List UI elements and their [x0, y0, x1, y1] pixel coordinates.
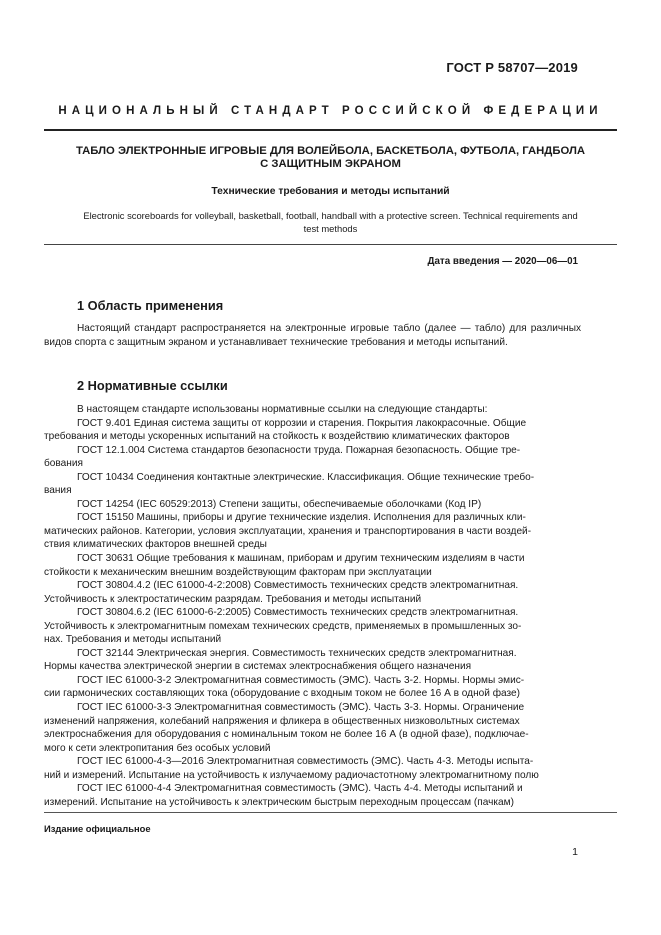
reference-line: В настоящем стандарте использованы нормативные ссылки на следующие стандарты:	[77, 404, 488, 415]
national-standard-banner: НАЦИОНАЛЬНЫЙ СТАНДАРТ РОССИЙСКОЙ ФЕДЕРАЦИИ	[58, 105, 603, 117]
reference-line: ГОСТ 9.401 Единая система защиты от коррозии и старения. Покрытия лакокрасочные. Общие	[77, 417, 527, 429]
reference-line: измерений. Испытание на устойчивость к электрическим быстрым переходным процессам (пачкам)	[44, 796, 514, 808]
reference-line: Нормы качества электрической энергии в системах электроснабжения общего назначения	[44, 661, 472, 673]
reference-line: вания	[44, 485, 72, 497]
section-1-text: Настоящий стандарт распространяется на электронные игровые табло (далее — табло) для различных видов спорта с защитным экраном и устанавливает технические требования и методы испытаний.	[44, 323, 581, 348]
page-number: 1	[572, 846, 578, 858]
section-1-heading: 1 Область применения	[77, 298, 224, 313]
reference-line: матических районов. Категории, условия эксплуатации, хранения и транспортирования в части воздей-	[44, 525, 532, 537]
english-title-line-1: Electronic scoreboards for volleyball, basketball, football, handball with a protective screen. Technical requirements and	[83, 210, 578, 221]
reference-line: ГОСТ 32144 Электрическая энергия. Совместимость технических средств электромагнитная.	[77, 647, 517, 659]
intro-date: Дата введения — 2020—06—01	[427, 256, 578, 267]
reference-line: изменений напряжения, колебаний напряжения и фликера в общественных низковольтных системах	[44, 715, 520, 727]
document-title	[44, 145, 617, 171]
reference-line: ствия климатических факторов внешней среды	[44, 539, 267, 551]
title-rule	[44, 244, 617, 245]
title-line-2: С ЗАЩИТНЫМ ЭКРАНОМ	[260, 158, 401, 170]
reference-line: стойкости к механическим внешним воздействующим факторам при эксплуатации	[44, 566, 432, 578]
reference-line: ГОСТ 15150 Машины, приборы и другие технические изделия. Исполнения для различных кли-	[77, 512, 526, 524]
reference-line: Устойчивость к электромагнитным помехам технических средств, применяемых в промышленных зо-	[44, 620, 522, 632]
english-title-line-2: test methods	[303, 223, 358, 234]
reference-line: ГОСТ IEC 61000-4-3—2016 Электромагнитная совместимость (ЭМС). Часть 4-3. Методы испыта-	[77, 756, 534, 768]
reference-line: ГОСТ 10434 Соединения контактные электрические. Классификация. Общие технические требо-	[77, 471, 535, 483]
english-title	[44, 209, 617, 235]
reference-line: ГОСТ 14254 (IEC 60529:2013) Степени защиты, обеспечиваемые оболочками (Код IP)	[77, 498, 482, 510]
reference-line: ГОСТ IEC 61000-3-2 Электромагнитная совместимость (ЭМС). Часть 3-2. Нормы. Нормы эмис-	[77, 674, 525, 686]
reference-line: мого к сети электропитания без особых условий	[44, 742, 271, 754]
reference-line: требования и методы ускоренных испытаний на стойкость к воздействию климатических факторов	[44, 431, 510, 443]
reference-line: электроснабжения для оборудования с номинальным током не более 16 А (в одной фазе), подключае-	[44, 729, 529, 741]
reference-line: бования	[44, 458, 83, 470]
section-2-heading: 2 Нормативные ссылки	[77, 378, 228, 393]
reference-line: ГОСТ IEC 61000-4-4 Электромагнитная совместимость (ЭМС). Часть 4-4. Методы испытаний и	[77, 783, 523, 795]
reference-line: сии гармонических составляющих тока (оборудование с входным током не более 16 А в одной фазе)	[44, 688, 520, 700]
official-edition-label: Издание официальное	[44, 823, 151, 834]
reference-line: ГОСТ 30804.4.2 (IEC 61000-4-2:2008) Совместимость технических средств электромагнитная.	[77, 580, 519, 592]
reference-line: ний и измерений. Испытание на устойчивость к излучаемому радиочастотному электромагнитному полю	[44, 769, 539, 781]
reference-line: Устойчивость к электростатическим разрядам. Требования и методы испытаний	[44, 593, 422, 605]
title-line-1: ТАБЛО ЭЛЕКТРОННЫЕ ИГРОВЫЕ ДЛЯ ВОЛЕЙБОЛА, БАСКЕТБОЛА, ФУТБОЛА, ГАНДБОЛА	[75, 145, 586, 157]
reference-line: ГОСТ 12.1.004 Система стандартов безопасности труда. Пожарная безопасность. Общие тре-	[77, 444, 521, 456]
reference-line: ГОСТ 30631 Общие требования к машинам, приборам и другим техническим изделиям в части	[77, 553, 525, 565]
footer-rule	[44, 812, 617, 813]
reference-line: ГОСТ IEC 61000-3-3 Электромагнитная совместимость (ЭМС). Часть 3-3. Нормы. Ограничение	[77, 702, 525, 714]
normative-references	[44, 403, 581, 809]
standard-id: ГОСТ Р 58707—2019	[446, 60, 578, 75]
document-subtitle: Технические требования и методы испытаний	[211, 186, 450, 197]
reference-line: нах. Требования и методы испытаний	[44, 634, 222, 646]
header-rule	[44, 129, 617, 131]
reference-line: ГОСТ 30804.6.2 (IEC 61000-6-2:2005) Совместимость технических средств электромагнитная.	[77, 607, 519, 619]
